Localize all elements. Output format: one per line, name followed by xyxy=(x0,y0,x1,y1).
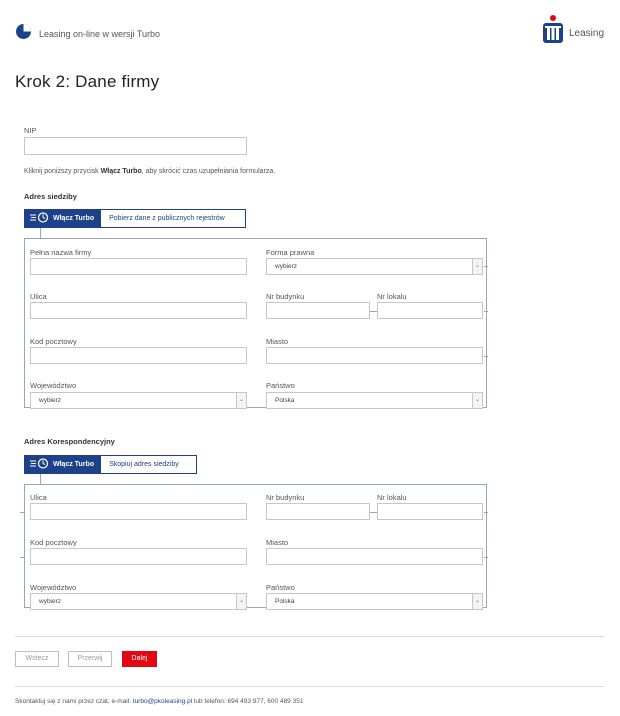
corr-building-number-label: Nr budynku xyxy=(266,493,305,502)
pause-button[interactable]: Przerwij xyxy=(68,651,112,667)
copy-seat-address-link[interactable]: Skopiuj adres siedziby xyxy=(109,461,179,468)
building-number-input[interactable] xyxy=(266,302,370,319)
legal-form-label: Forma prawna xyxy=(266,248,315,257)
corr-flat-number-label: Nr lokalu xyxy=(377,493,407,502)
correspondence-section-title: Adres Korespondencyjny xyxy=(24,437,115,446)
brand-name: Leasing xyxy=(569,28,605,39)
chevron-down-icon: ⌄ xyxy=(472,594,482,609)
nip-input[interactable] xyxy=(24,137,247,155)
corr-voivodeship-select[interactable]: wybierz ⌄ xyxy=(30,593,247,610)
seat-turbo-group xyxy=(24,209,246,228)
corr-flat-number-input[interactable] xyxy=(377,503,483,520)
frame-tick xyxy=(484,266,488,267)
field-connector xyxy=(370,512,377,513)
city-label: Miasto xyxy=(266,337,289,346)
back-button[interactable]: Wstecz xyxy=(15,651,59,667)
chevron-down-icon: ⌄ xyxy=(472,259,482,274)
page-title: Krok 2: Dane firmy xyxy=(15,72,160,91)
chevron-down-icon: ⌄ xyxy=(472,393,482,408)
postal-code-label: Kod pocztowy xyxy=(30,337,77,346)
field-connector xyxy=(370,311,377,312)
turbo-info-text: Kliknij poniższy przycisk Włącz Turbo, aby skrócić czas uzupełniania formularza. xyxy=(24,168,276,175)
chevron-down-icon: ⌄ xyxy=(236,393,246,408)
turbo-clock-icon xyxy=(30,458,50,471)
country-select[interactable]: Polska ⌄ xyxy=(266,392,483,409)
legal-form-select[interactable]: wybierz ⌄ xyxy=(266,258,483,275)
corr-building-number-input[interactable] xyxy=(266,503,370,520)
corr-voivodeship-label: Województwo xyxy=(30,583,77,592)
building-number-label: Nr budynku xyxy=(266,292,305,301)
pko-logo-icon xyxy=(541,14,565,44)
frame-tick xyxy=(20,512,24,513)
contact-footer: Skontaktuj się z nami przez czat, e-mail: turbo@pkoleasing.pl lub telefon: 694 493 977, 600 489 351 xyxy=(15,698,304,705)
corr-turbo-group xyxy=(24,455,197,474)
corr-street-input[interactable] xyxy=(30,503,247,520)
frame-connector xyxy=(40,228,41,238)
frame-tick xyxy=(484,311,488,312)
seat-turbo-button[interactable]: Włącz Turbo xyxy=(25,210,101,227)
corr-country-label: Państwo xyxy=(266,583,295,592)
company-name-input[interactable] xyxy=(30,258,247,275)
turbo-clock-icon xyxy=(30,212,50,225)
corr-street-label: Ulica xyxy=(30,493,47,502)
postal-code-input[interactable] xyxy=(30,347,247,364)
nip-label: NIP xyxy=(24,126,37,135)
corr-postal-code-label: Kod pocztowy xyxy=(30,538,77,547)
support-email-link[interactable]: turbo@pkoleasing.pl xyxy=(132,698,193,705)
company-name-label: Pełna nazwa firmy xyxy=(30,248,92,257)
seat-section-title: Adres siedziby xyxy=(24,192,77,201)
frame-tick xyxy=(484,356,488,357)
app-title: Leasing on-line w wersji Turbo xyxy=(39,29,161,39)
city-input[interactable] xyxy=(266,347,483,364)
fetch-registry-link[interactable]: Pobierz dane z publicznych rejestrów xyxy=(109,215,225,222)
voivodeship-select[interactable]: wybierz ⌄ xyxy=(30,392,247,409)
frame-tick xyxy=(484,557,488,558)
frame-tick xyxy=(484,512,488,513)
frame-connector xyxy=(40,474,41,484)
chevron-down-icon: ⌄ xyxy=(236,594,246,609)
corr-country-select[interactable]: Polska ⌄ xyxy=(266,593,483,610)
corr-turbo-button[interactable]: Włącz Turbo xyxy=(25,456,101,473)
form-divider xyxy=(15,636,605,637)
street-label: Ulica xyxy=(30,292,47,301)
voivodeship-label: Województwo xyxy=(30,381,77,390)
corr-city-input[interactable] xyxy=(266,548,483,565)
next-button[interactable]: Dalej xyxy=(122,651,157,667)
frame-tick xyxy=(20,557,24,558)
corr-city-label: Miasto xyxy=(266,538,289,547)
country-label: Państwo xyxy=(266,381,295,390)
flat-number-label: Nr lokalu xyxy=(377,292,407,301)
app-logo-icon xyxy=(15,23,32,40)
flat-number-input[interactable] xyxy=(377,302,483,319)
corr-postal-code-input[interactable] xyxy=(30,548,247,565)
footer-divider xyxy=(15,686,605,687)
street-input[interactable] xyxy=(30,302,247,319)
